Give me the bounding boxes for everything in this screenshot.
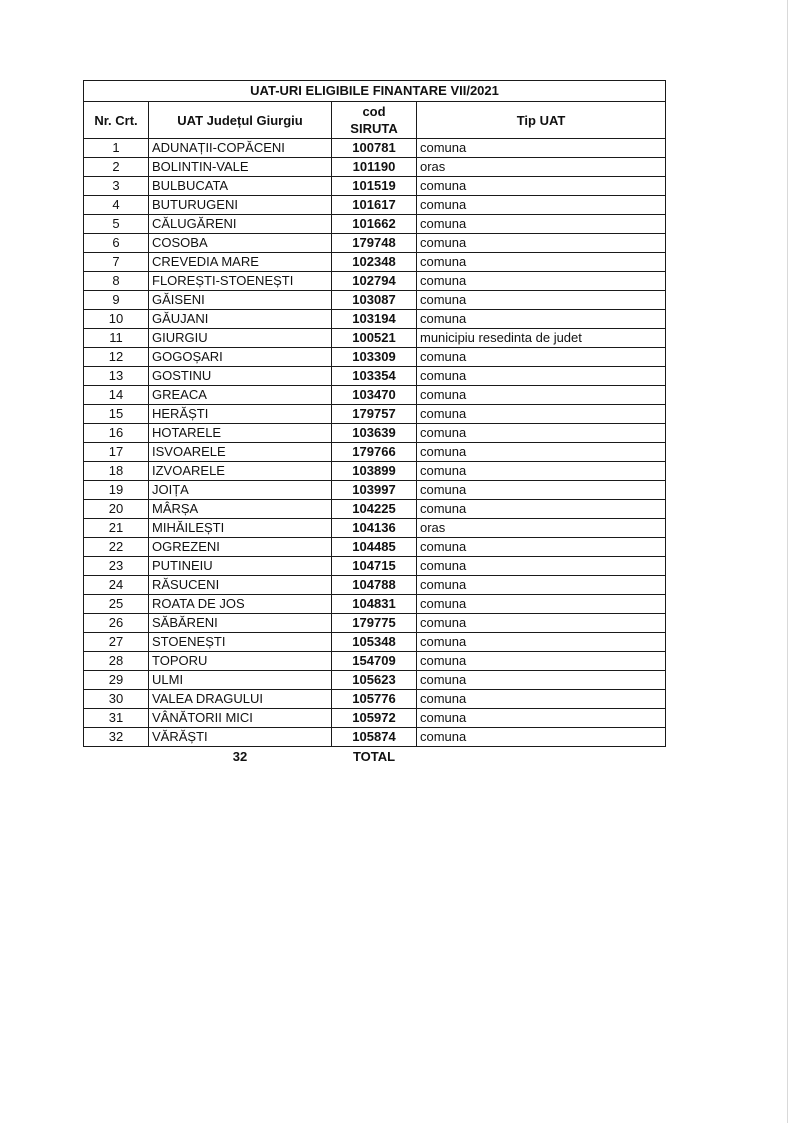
row-uat-name: OGREZENI xyxy=(149,538,332,557)
row-uat-name: MIHĂILEȘTI xyxy=(149,519,332,538)
total-row xyxy=(84,747,666,768)
row-tip-uat: comuna xyxy=(417,234,666,253)
table-row xyxy=(84,728,666,747)
total-label: TOTAL xyxy=(352,749,396,764)
row-nr: 30 xyxy=(84,690,149,709)
row-nr: 20 xyxy=(84,500,149,519)
row-uat-name: BUTURUGENI xyxy=(149,196,332,215)
table-row xyxy=(84,443,666,462)
row-cod-siruta: 102794 xyxy=(332,272,417,291)
row-cod-siruta: 154709 xyxy=(332,652,417,671)
row-cod-siruta: 101617 xyxy=(332,196,417,215)
row-tip-uat: comuna xyxy=(417,652,666,671)
row-uat-name: MÂRȘA xyxy=(149,500,332,519)
row-nr: 3 xyxy=(84,177,149,196)
table-row xyxy=(84,272,666,291)
row-tip-uat: comuna xyxy=(417,139,666,158)
row-uat-name: RĂSUCENI xyxy=(149,576,332,595)
row-uat-name: HERĂȘTI xyxy=(149,405,332,424)
row-uat-name: GREACA xyxy=(149,386,332,405)
row-uat-name: VĂRĂȘTI xyxy=(149,728,332,747)
row-tip-uat: comuna xyxy=(417,177,666,196)
row-cod-siruta: 105972 xyxy=(332,709,417,728)
title-row xyxy=(84,81,666,102)
table-row xyxy=(84,158,666,177)
row-tip-uat: comuna xyxy=(417,709,666,728)
row-nr: 26 xyxy=(84,614,149,633)
row-uat-name: FLOREȘTI-STOENEȘTI xyxy=(149,272,332,291)
row-cod-siruta: 104136 xyxy=(332,519,417,538)
row-tip-uat: comuna xyxy=(417,405,666,424)
row-uat-name: VÂNĂTORII MICI xyxy=(149,709,332,728)
row-uat-name: CĂLUGĂRENI xyxy=(149,215,332,234)
row-cod-siruta: 103354 xyxy=(332,367,417,386)
row-tip-uat: comuna xyxy=(417,443,666,462)
row-uat-name: TOPORU xyxy=(149,652,332,671)
table-row xyxy=(84,519,666,538)
row-tip-uat: comuna xyxy=(417,424,666,443)
row-uat-name: GĂISENI xyxy=(149,291,332,310)
row-tip-uat: comuna xyxy=(417,614,666,633)
row-uat-name: PUTINEIU xyxy=(149,557,332,576)
row-tip-uat: comuna xyxy=(417,690,666,709)
row-cod-siruta: 104788 xyxy=(332,576,417,595)
row-nr: 5 xyxy=(84,215,149,234)
header-row xyxy=(84,102,666,139)
row-uat-name: BULBUCATA xyxy=(149,177,332,196)
table-row xyxy=(84,329,666,348)
row-nr: 19 xyxy=(84,481,149,500)
row-uat-name: SĂBĂRENI xyxy=(149,614,332,633)
row-cod-siruta: 101519 xyxy=(332,177,417,196)
table-title: UAT-URI ELIGIBILE FINANTARE VII/2021 xyxy=(84,81,666,102)
row-cod-siruta: 103639 xyxy=(332,424,417,443)
table-row xyxy=(84,652,666,671)
table-row xyxy=(84,310,666,329)
row-nr: 21 xyxy=(84,519,149,538)
table-row xyxy=(84,405,666,424)
row-nr: 8 xyxy=(84,272,149,291)
table-row xyxy=(84,196,666,215)
table-row xyxy=(84,367,666,386)
row-cod-siruta: 179748 xyxy=(332,234,417,253)
row-uat-name: JOIȚA xyxy=(149,481,332,500)
header-cod-line2: SIRUTA xyxy=(350,121,398,136)
row-nr: 31 xyxy=(84,709,149,728)
table-row xyxy=(84,614,666,633)
row-uat-name: COSOBA xyxy=(149,234,332,253)
row-nr: 15 xyxy=(84,405,149,424)
total-spacer xyxy=(84,747,149,768)
header-cod-line1: cod xyxy=(362,104,386,119)
row-uat-name: GOGOȘARI xyxy=(149,348,332,367)
row-uat-name: ADUNAȚII-COPĂCENI xyxy=(149,139,332,158)
table-row xyxy=(84,462,666,481)
table-row xyxy=(84,595,666,614)
row-uat-name: ROATA DE JOS xyxy=(149,595,332,614)
row-cod-siruta: 103194 xyxy=(332,310,417,329)
row-cod-siruta: 103997 xyxy=(332,481,417,500)
row-nr: 14 xyxy=(84,386,149,405)
row-cod-siruta: 105623 xyxy=(332,671,417,690)
row-uat-name: CREVEDIA MARE xyxy=(149,253,332,272)
row-nr: 12 xyxy=(84,348,149,367)
row-cod-siruta: 179775 xyxy=(332,614,417,633)
row-nr: 28 xyxy=(84,652,149,671)
row-tip-uat: comuna xyxy=(417,671,666,690)
table-row xyxy=(84,177,666,196)
row-tip-uat: municipiu resedinta de judet xyxy=(417,329,666,348)
table-row xyxy=(84,500,666,519)
row-cod-siruta: 102348 xyxy=(332,253,417,272)
row-tip-uat: comuna xyxy=(417,348,666,367)
row-tip-uat: comuna xyxy=(417,576,666,595)
header-nr: Nr. Crt. xyxy=(84,102,149,139)
row-nr: 13 xyxy=(84,367,149,386)
row-cod-siruta: 100781 xyxy=(332,139,417,158)
row-tip-uat: comuna xyxy=(417,481,666,500)
row-cod-siruta: 100521 xyxy=(332,329,417,348)
row-uat-name: GOSTINU xyxy=(149,367,332,386)
row-uat-name: IZVOARELE xyxy=(149,462,332,481)
row-cod-siruta: 105348 xyxy=(332,633,417,652)
row-tip-uat: comuna xyxy=(417,557,666,576)
row-nr: 4 xyxy=(84,196,149,215)
row-tip-uat: comuna xyxy=(417,196,666,215)
table-row xyxy=(84,557,666,576)
table-row xyxy=(84,253,666,272)
row-nr: 6 xyxy=(84,234,149,253)
row-cod-siruta: 105874 xyxy=(332,728,417,747)
header-uat-name: UAT Județul Giurgiu xyxy=(149,102,332,139)
table-row xyxy=(84,291,666,310)
row-cod-siruta: 179766 xyxy=(332,443,417,462)
table-row xyxy=(84,139,666,158)
total-count: 32 xyxy=(232,749,248,764)
row-cod-siruta: 179757 xyxy=(332,405,417,424)
header-cod-siruta xyxy=(332,102,417,139)
table-row xyxy=(84,234,666,253)
row-nr: 24 xyxy=(84,576,149,595)
row-tip-uat: comuna xyxy=(417,291,666,310)
uat-table xyxy=(83,80,666,767)
table-row xyxy=(84,215,666,234)
row-tip-uat: comuna xyxy=(417,728,666,747)
row-nr: 27 xyxy=(84,633,149,652)
table-row xyxy=(84,348,666,367)
row-nr: 1 xyxy=(84,139,149,158)
row-cod-siruta: 101190 xyxy=(332,158,417,177)
row-tip-uat: oras xyxy=(417,158,666,177)
table-row xyxy=(84,690,666,709)
row-tip-uat: comuna xyxy=(417,538,666,557)
row-cod-siruta: 104831 xyxy=(332,595,417,614)
row-uat-name: ISVOARELE xyxy=(149,443,332,462)
row-nr: 18 xyxy=(84,462,149,481)
row-tip-uat: comuna xyxy=(417,595,666,614)
total-spacer-right xyxy=(417,747,666,768)
table-row xyxy=(84,576,666,595)
row-cod-siruta: 105776 xyxy=(332,690,417,709)
row-nr: 10 xyxy=(84,310,149,329)
row-cod-siruta: 101662 xyxy=(332,215,417,234)
row-cod-siruta: 104485 xyxy=(332,538,417,557)
row-uat-name: GIURGIU xyxy=(149,329,332,348)
row-cod-siruta: 104225 xyxy=(332,500,417,519)
page-edge-line xyxy=(787,0,788,1123)
row-nr: 25 xyxy=(84,595,149,614)
row-uat-name: VALEA DRAGULUI xyxy=(149,690,332,709)
row-cod-siruta: 103087 xyxy=(332,291,417,310)
row-nr: 22 xyxy=(84,538,149,557)
row-nr: 2 xyxy=(84,158,149,177)
table-row xyxy=(84,671,666,690)
row-tip-uat: comuna xyxy=(417,367,666,386)
row-uat-name: ULMI xyxy=(149,671,332,690)
row-tip-uat: comuna xyxy=(417,272,666,291)
row-cod-siruta: 103899 xyxy=(332,462,417,481)
row-nr: 7 xyxy=(84,253,149,272)
row-uat-name: HOTARELE xyxy=(149,424,332,443)
row-tip-uat: comuna xyxy=(417,386,666,405)
row-cod-siruta: 103470 xyxy=(332,386,417,405)
table-row xyxy=(84,709,666,728)
row-nr: 23 xyxy=(84,557,149,576)
row-tip-uat: comuna xyxy=(417,633,666,652)
row-nr: 32 xyxy=(84,728,149,747)
table-row xyxy=(84,424,666,443)
table-row xyxy=(84,538,666,557)
row-uat-name: BOLINTIN-VALE xyxy=(149,158,332,177)
table-row xyxy=(84,633,666,652)
row-nr: 16 xyxy=(84,424,149,443)
row-uat-name: STOENEȘTI xyxy=(149,633,332,652)
table-row xyxy=(84,481,666,500)
header-tip-uat: Tip UAT xyxy=(417,102,666,139)
row-cod-siruta: 103309 xyxy=(332,348,417,367)
table-row xyxy=(84,386,666,405)
row-tip-uat: comuna xyxy=(417,462,666,481)
row-tip-uat: comuna xyxy=(417,215,666,234)
row-nr: 17 xyxy=(84,443,149,462)
row-uat-name: GĂUJANI xyxy=(149,310,332,329)
row-tip-uat: oras xyxy=(417,519,666,538)
row-tip-uat: comuna xyxy=(417,500,666,519)
row-tip-uat: comuna xyxy=(417,253,666,272)
row-nr: 11 xyxy=(84,329,149,348)
row-cod-siruta: 104715 xyxy=(332,557,417,576)
row-tip-uat: comuna xyxy=(417,310,666,329)
row-nr: 29 xyxy=(84,671,149,690)
row-nr: 9 xyxy=(84,291,149,310)
